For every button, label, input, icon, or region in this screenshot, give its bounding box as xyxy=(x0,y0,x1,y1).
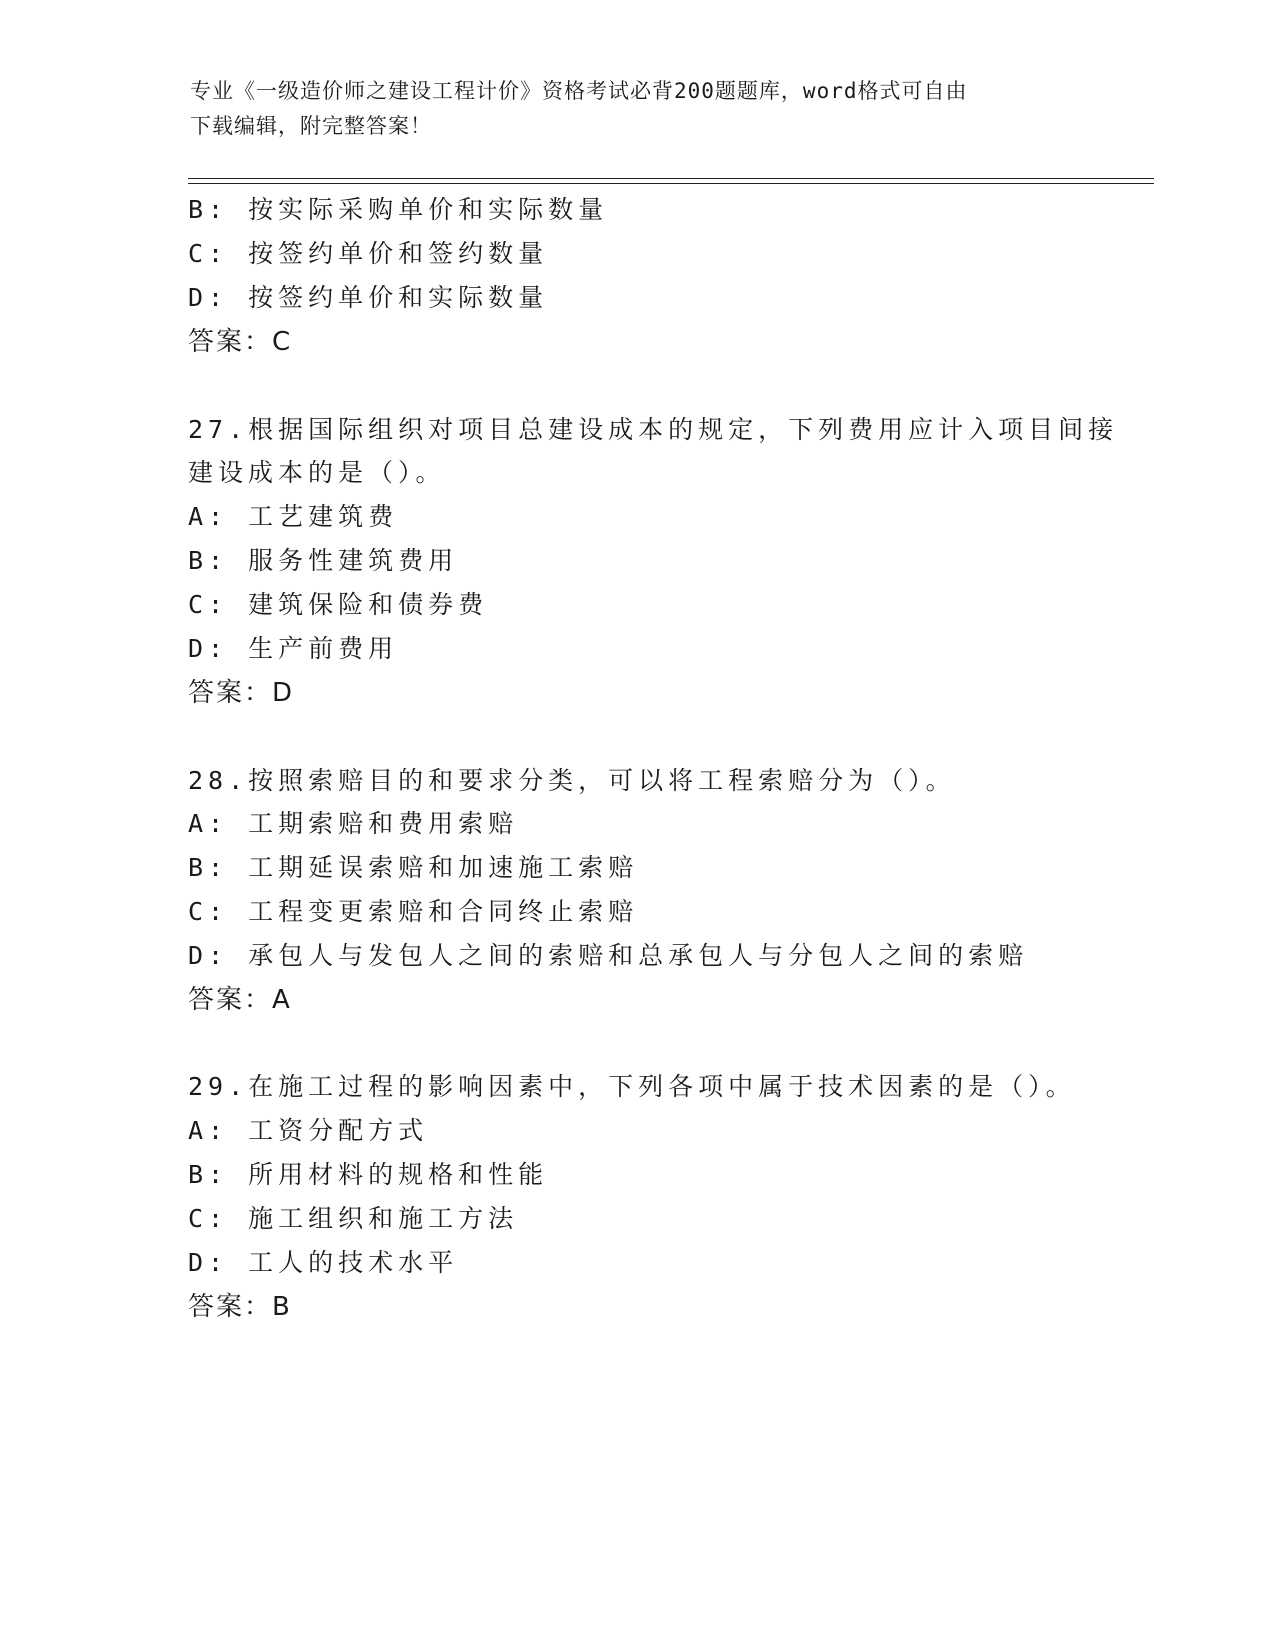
header-line-1: 专业《一级造价师之建设工程计价》资格考试必背200题题库，word格式可自由 xyxy=(190,79,968,103)
q28-option-c: C: 工程变更索赔和合同终止索赔 xyxy=(188,897,639,926)
q26-option-c: C: 按签约单价和签约数量 xyxy=(188,239,549,268)
q28-stem: 28.按照索赔目的和要求分类，可以将工程索赔分为（）。 xyxy=(188,766,956,795)
q28-option-b: B: 工期延误索赔和加速施工索赔 xyxy=(188,853,639,882)
q27-stem-line-1: 27.根据国际组织对项目总建设成本的规定，下列费用应计入项目间接 xyxy=(188,415,1119,444)
document-header xyxy=(190,74,1090,144)
q27-option-c: C: 建筑保险和债券费 xyxy=(188,590,489,619)
q27-option-d: D: 生产前费用 xyxy=(188,634,399,663)
q29-option-b: B: 所用材料的规格和性能 xyxy=(188,1160,549,1189)
q29-option-c: C: 施工组织和施工方法 xyxy=(188,1204,519,1233)
q27-option-b: B: 服务性建筑费用 xyxy=(188,546,459,575)
q27-stem-line-2: 建设成本的是（）。 xyxy=(188,458,446,487)
q29-answer: 答案：B xyxy=(188,1292,292,1322)
header-line-2: 下载编辑，附完整答案！ xyxy=(190,114,432,138)
q29-option-a: A: 工资分配方式 xyxy=(188,1116,429,1145)
q28-option-a: A: 工期索赔和费用索赔 xyxy=(188,809,519,838)
q29-option-d: D: 工人的技术水平 xyxy=(188,1248,459,1277)
header-divider-top xyxy=(188,178,1154,179)
q29-stem: 29.在施工过程的影响因素中，下列各项中属于技术因素的是（）。 xyxy=(188,1072,1076,1101)
q28-answer: 答案：A xyxy=(188,985,292,1015)
header-divider-bottom xyxy=(188,183,1154,184)
q26-option-d: D: 按签约单价和实际数量 xyxy=(188,283,549,312)
q28-option-d: D: 承包人与发包人之间的索赔和总承包人与分包人之间的索赔 xyxy=(188,941,1029,970)
q27-answer: 答案：D xyxy=(188,678,295,708)
q26-option-b: B: 按实际采购单价和实际数量 xyxy=(188,195,609,224)
q27-option-a: A: 工艺建筑费 xyxy=(188,502,399,531)
q26-answer: 答案：C xyxy=(188,327,293,357)
